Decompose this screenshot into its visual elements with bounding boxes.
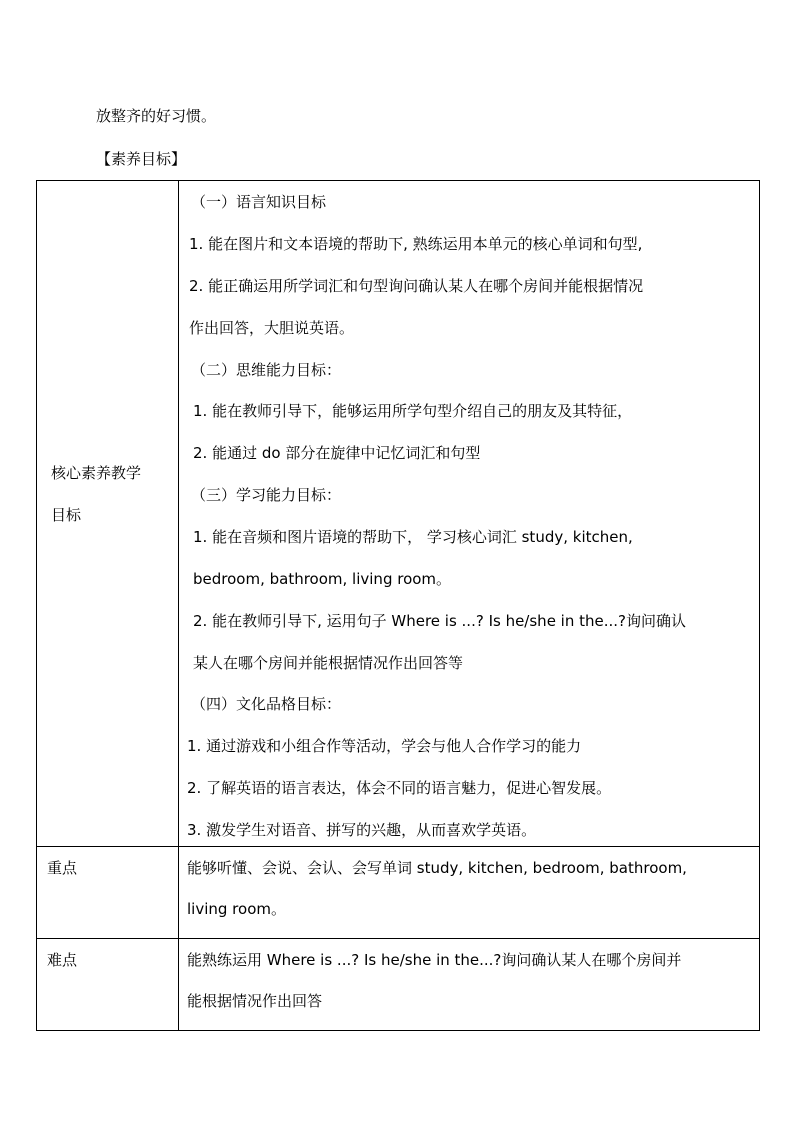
table-row-key-point bbox=[37, 847, 760, 939]
core-goals-label-cell bbox=[37, 181, 179, 847]
core-goal-line: 2. 能通过 do 部分在旋律中记忆词汇和句型 bbox=[193, 444, 481, 462]
core-goal-line: 1. 能在音频和图片语境的帮助下， 学习核心词汇 study, kitchen, bbox=[193, 528, 633, 546]
section-heading: 【素养目标】 bbox=[96, 150, 187, 168]
core-goal-line: 某人在哪个房间并能根据情况作出回答等 bbox=[193, 654, 464, 672]
core-goals-label-line1: 核心素养教学 bbox=[51, 464, 142, 482]
core-goal-line: 2. 了解英语的语言表达，体会不同的语言魅力，促进心智发展。 bbox=[187, 779, 612, 797]
difficulty-label: 难点 bbox=[37, 939, 179, 1031]
key-point-line1: 能够听懂、会说、会认、会写单词 study, kitchen, bedroom, bathroom, bbox=[187, 859, 687, 877]
difficulty-line2: 能根据情况作出回答 bbox=[187, 992, 323, 1010]
core-goals-label-line2: 目标 bbox=[51, 506, 82, 524]
core-goal-line: 3. 激发学生对语音、拼写的兴趣，从而喜欢学英语。 bbox=[187, 821, 537, 839]
core-goal-line: 1. 通过游戏和小组合作等活动，学会与他人合作学习的能力 bbox=[187, 737, 582, 755]
core-goal-line: 作出回答，大胆说英语。 bbox=[189, 319, 355, 337]
table-row-difficulty bbox=[37, 939, 760, 1031]
difficulty-line1: 能熟练运用 Where is ...? Is he/she in the...?询问确认某人在哪个房间并 bbox=[187, 951, 682, 969]
key-point-line2: living room。 bbox=[187, 900, 286, 918]
core-goal-line: （三）学习能力目标： bbox=[191, 486, 342, 504]
difficulty-content-cell bbox=[179, 939, 760, 1031]
core-goal-line: （二）思维能力目标： bbox=[191, 361, 342, 379]
core-goals-content-cell bbox=[179, 181, 760, 847]
core-goal-line: 2. 能在教师引导下, 运用句子 Where is ...? Is he/she in the...?询问确认 bbox=[193, 612, 687, 630]
key-point-content-cell bbox=[179, 847, 760, 939]
core-goal-line: （四）文化品格目标： bbox=[191, 695, 342, 713]
core-goal-line: 2. 能正确运用所学词汇和句型询问确认某人在哪个房间并能根据情况 bbox=[189, 277, 644, 295]
core-goal-line: bedroom, bathroom, living room。 bbox=[193, 570, 452, 588]
intro-tail-text: 放整齐的好习惯。 bbox=[96, 107, 217, 125]
key-point-label: 重点 bbox=[37, 847, 179, 939]
core-goal-line: 1. 能在教师引导下，能够运用所学句型介绍自己的朋友及其特征， bbox=[193, 402, 633, 420]
core-goal-line: 1. 能在图片和文本语境的帮助下, 熟练运用本单元的核心单词和句型, bbox=[189, 235, 643, 253]
goals-table bbox=[36, 180, 760, 1031]
core-goal-line: （一）语言知识目标 bbox=[191, 193, 327, 211]
table-row-core-goals bbox=[37, 181, 760, 847]
